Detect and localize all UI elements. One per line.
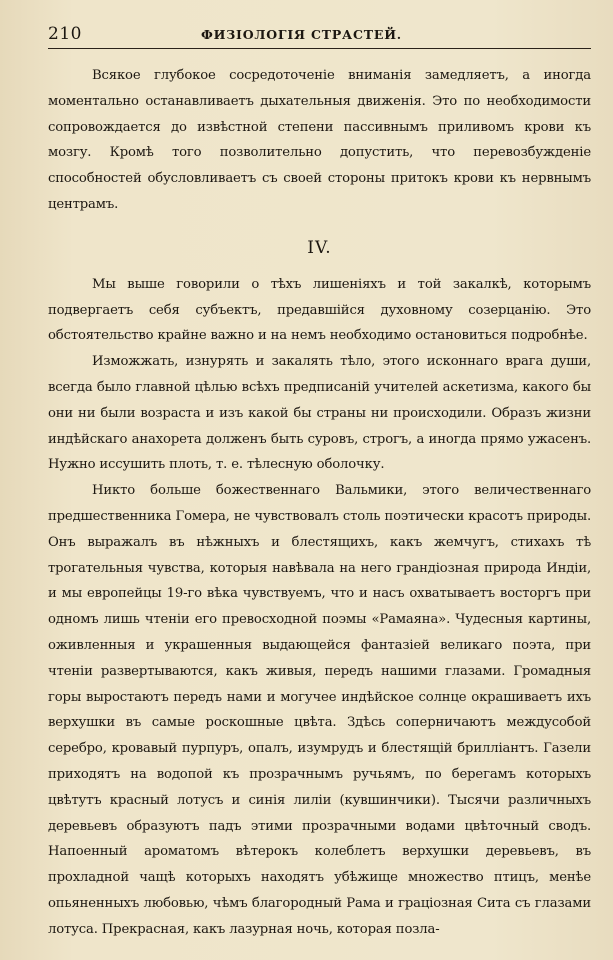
paragraph-2: Мы выше говорили о тѣхъ лишеніяхъ и той закалкѣ, которымъ подвергаетъ себя субъектъ, предавшійся духовному созерцанію. Это обстоятельство крайне важно и на немъ необходимо остановиться подробнѣе. <box>48 276 591 344</box>
paragraph-4: Никто больше божественнаго Вальмики, этого величественнаго предшественника Гомера, не чувствовалъ столь поэтически красотъ природы. Онъ выражалъ въ нѣжныхъ и блестящихъ, какъ жемчугъ, стихахъ тѣ трогательныя чувства, которыя навѣвала на него грандіозная природа Индіи, и мы европейцы 19-го вѣка чувствуемъ, что и насъ охватываетъ восторгъ при одномъ лишь чтеніи его превосходной поэмы «Рамаяна». Чудесныя картины, оживленныя и украшенныя выдающейся фантазіей великаго поэта, при чтеніи развертываются, какъ живыя, передъ нашими глазами. Громадныя горы выростаютъ передъ нами и могучее индѣйское солнце окрашиваетъ ихъ верхушки въ самые роскошные цвѣта. Здѣсь соперничаютъ междусобой серебро, кровавый пурпуръ, опалъ, изумрудъ и блестящій бриллiантъ. Газели приходятъ на водопой къ прозрачнымъ ручьямъ, по берегамъ которыхъ цвѣтутъ красный лотусъ и синія лиліи (кувшинчики). Тысячи различныхъ деревьевъ образуютъ падъ этими прозрачными водами цвѣточный сводъ. Напоенный ароматомъ вѣтерокъ колеблетъ верхушки деревьевъ, въ прохладной чащѣ которыхъ находятъ убѣжище множество птицъ, менѣе опьяненныхъ любовью, чѣмъ благородный Рама и граціозная Сита съ глазами лотуса. Прекрасная, какъ лазурная ночь, которая позла- <box>48 483 591 937</box>
paragraph-1: Всякое глубокое сосредоточеніе вниманія замедляетъ, а иногда моментально останавливаетъ дыхательныя движенія. Это по необходимости сопровождается до извѣстной степени пассивнымъ приливомъ крови къ мозгу. Кромѣ того позволительно допустить, что перевозбужденіе способностей обусловливаетъ съ своей стороны притокъ крови къ нервнымъ центрамъ. <box>48 68 591 212</box>
paragraph-3: Изможжать, изнурять и закалять тѣло, этого исконнаго врага души, всегда было главной цѣлью всѣхъ предписаній учителей аскетизма, какого бы они ни были возраста и изъ какой бы страны ни происходили. Образъ жизни индѣйскаго анахорета долженъ быть суровъ, строгъ, а иногда прямо ужасенъ. Нужно иссушить плоть, т. е. тѣлесную оболочку. <box>48 354 591 473</box>
page-header <box>48 24 591 49</box>
running-title: ФИЗІОЛОГІЯ СТРАСТЕЙ. <box>200 27 402 42</box>
page-number: 210 <box>48 24 82 44</box>
section-heading: IV. <box>307 237 332 258</box>
page-body <box>48 63 591 943</box>
